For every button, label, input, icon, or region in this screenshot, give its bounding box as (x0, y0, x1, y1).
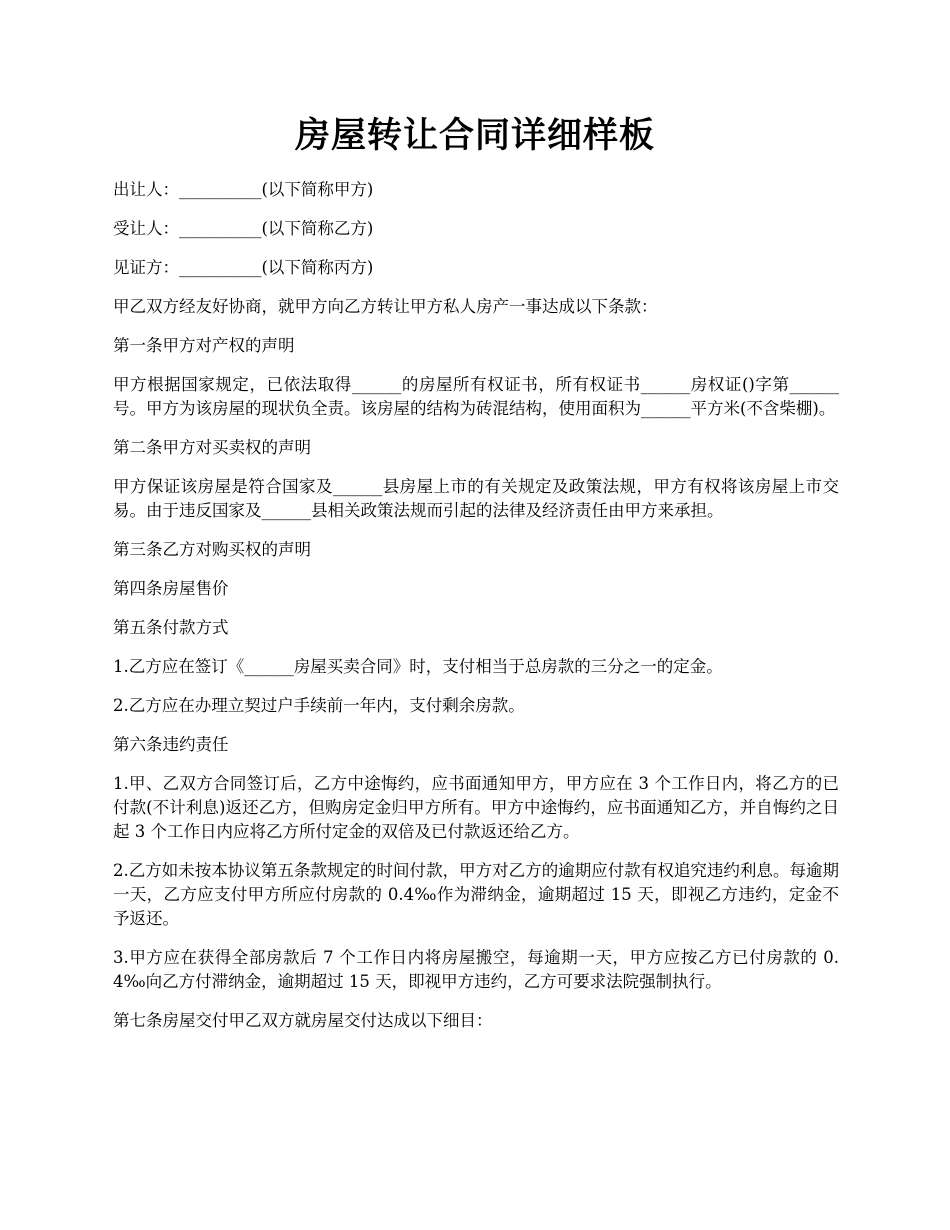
article-6-item-2: 2.乙方如未按本协议第五条款规定的时间付款，甲方对乙方的逾期应付款有权追究违约利息。每逾期一天，乙方应支付甲方所应付房款的 0.4‰作为滞纳金，逾期超过 15 天，即视乙方违约，定金不予返还。 (113, 861, 839, 928)
article-3-heading: 第三条乙方对购买权的声明 (113, 540, 311, 559)
article-5-item-1: 1.乙方应在签订《______房屋买卖合同》时，支付相当于总房款的三分之一的定金。 (113, 657, 723, 676)
article-5-item-2: 2.乙方应在办理立契过户手续前一年内，支付剩余房款。 (113, 696, 525, 715)
article-6-item-3: 3.甲方应在获得全部房款后 7 个工作日内将房屋搬空，每逾期一天，甲方应按乙方已付房款的 0.4‰向乙方付滞纳金，逾期超过 15 天，即视甲方违约，乙方可要求法院强制执行。 (113, 948, 839, 991)
article-2-heading: 第二条甲方对买卖权的声明 (113, 438, 311, 457)
document-title: 房屋转让合同详细样板 (294, 115, 655, 156)
article-5-heading: 第五条付款方式 (113, 618, 229, 637)
article-6-heading: 第六条违约责任 (113, 735, 229, 754)
article-1-paragraph: 甲方根据国家规定，已依法取得______的房屋所有权证书，所有权证书______房权证()字第______号。甲方为该房屋的现状负全责。该房屋的结构为砖混结构，使用面积为______平方米(不含柴棚)。 (113, 375, 839, 418)
article-4-heading: 第四条房屋售价 (113, 579, 229, 598)
article-2-paragraph: 甲方保证该房屋是符合国家及______县房屋上市的有关规定及政策法规，甲方有权将该房屋上市交易。由于违反国家及______县相关政策法规而引起的法律及经济责任由甲方来承担。 (113, 477, 839, 520)
article-6-item-1: 1.甲、乙双方合同签订后，乙方中途悔约，应书面通知甲方，甲方应在 3 个工作日内，将乙方的已付款(不计利息)返还乙方，但购房定金归甲方所有。甲方中途悔约，应书面通知乙方，并自悔约之日起 3 个工作日内应将乙方所付定金的双倍及已付款返还给乙方。 (113, 774, 839, 841)
article-7-heading: 第七条房屋交付甲乙双方就房屋交付达成以下细目： (113, 1011, 493, 1030)
party-witness-line: 见证方：__________(以下简称丙方) (113, 258, 374, 277)
article-1-heading: 第一条甲方对产权的声明 (113, 336, 295, 355)
party-buyer-line: 受让人：__________(以下简称乙方) (113, 219, 374, 238)
preamble-paragraph: 甲乙双方经友好协商，就甲方向乙方转让甲方私人房产一事达成以下条款： (113, 297, 658, 316)
party-seller-line: 出让人：__________(以下简称甲方) (113, 180, 374, 199)
document-body (113, 178, 839, 1048)
